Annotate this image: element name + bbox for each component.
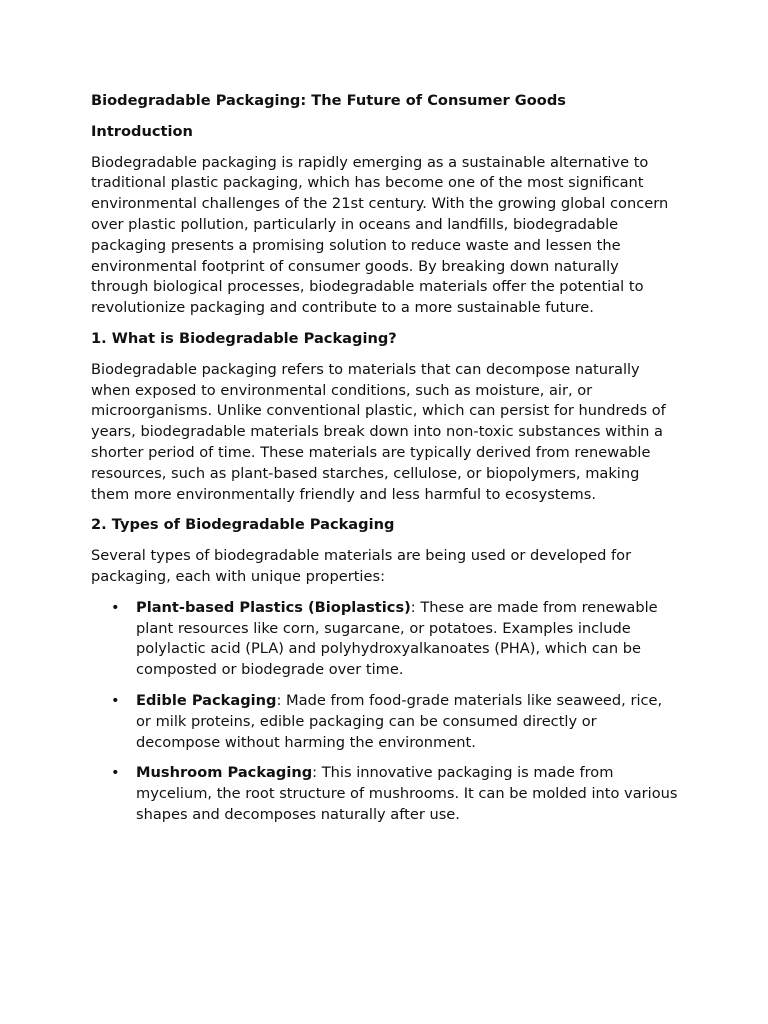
intro-heading: Introduction [91, 122, 193, 140]
list-item-edible-packaging [91, 691, 678, 753]
list-item-text: : Made from food-grade materials like seaweed, rice, or milk proteins, edible packaging can be consumed directly or decompose without harming the environment. [136, 691, 663, 751]
intro-paragraph: Biodegradable packaging is rapidly emerging as a sustainable alternative to traditional plastic packaging, which has become one of the most significant environmental challenges of the 21st century. With the growing global concern over plastic pollution, particularly in oceans and landfills, biodegradable packaging presents a promising solution to reduce waste and lessen the environmental footprint of consumer goods. By breaking down naturally through biological processes, biodegradable materials offer the potential to revolutionize packaging and contribute to a more sustainable future. [91, 153, 669, 317]
list-item-text: : These are made from renewable plant resources like corn, sugarcane, or potatoes. Examples include polylactic acid (PLA) and polyhydroxyalkanoates (PHA), which can be composted or biodegrade over time. [136, 598, 658, 679]
bullet-icon: • [111, 691, 120, 709]
bullet-icon: • [111, 764, 120, 782]
list-item-mushroom-packaging [91, 763, 678, 825]
material-types-list [91, 598, 678, 826]
document-title: Biodegradable Packaging: The Future of Consumer Goods [91, 92, 566, 109]
bullet-icon: • [111, 598, 120, 616]
list-item-term: Edible Packaging [136, 691, 277, 709]
list-item-term: Plant-based Plastics (Bioplastics) [136, 598, 411, 616]
list-item-bioplastics [91, 598, 678, 681]
section-2-paragraph: Several types of biodegradable materials are being used or developed for packaging, each with unique properties: [91, 547, 632, 585]
section-1-paragraph: Biodegradable packaging refers to materials that can decompose naturally when exposed to environmental conditions, such as moisture, air, or microorganisms. Unlike conventional plastic, which can persist for hundreds of years, biodegradable materials break down into non-toxic substances within a shorter period of time. These materials are typically derived from renewable resources, such as plant-based starches, cellulose, or biopolymers, making them more environmentally friendly and less harmful to ecosystems. [91, 360, 666, 503]
section-1-heading: 1. What is Biodegradable Packaging? [91, 329, 397, 347]
list-item-term: Mushroom Packaging [136, 764, 313, 782]
list-item-text: : This innovative packaging is made from mycelium, the root structure of mushrooms. It can be molded into various shapes and decomposes naturally after use. [136, 764, 678, 823]
section-2-heading: 2. Types of Biodegradable Packaging [91, 516, 395, 534]
